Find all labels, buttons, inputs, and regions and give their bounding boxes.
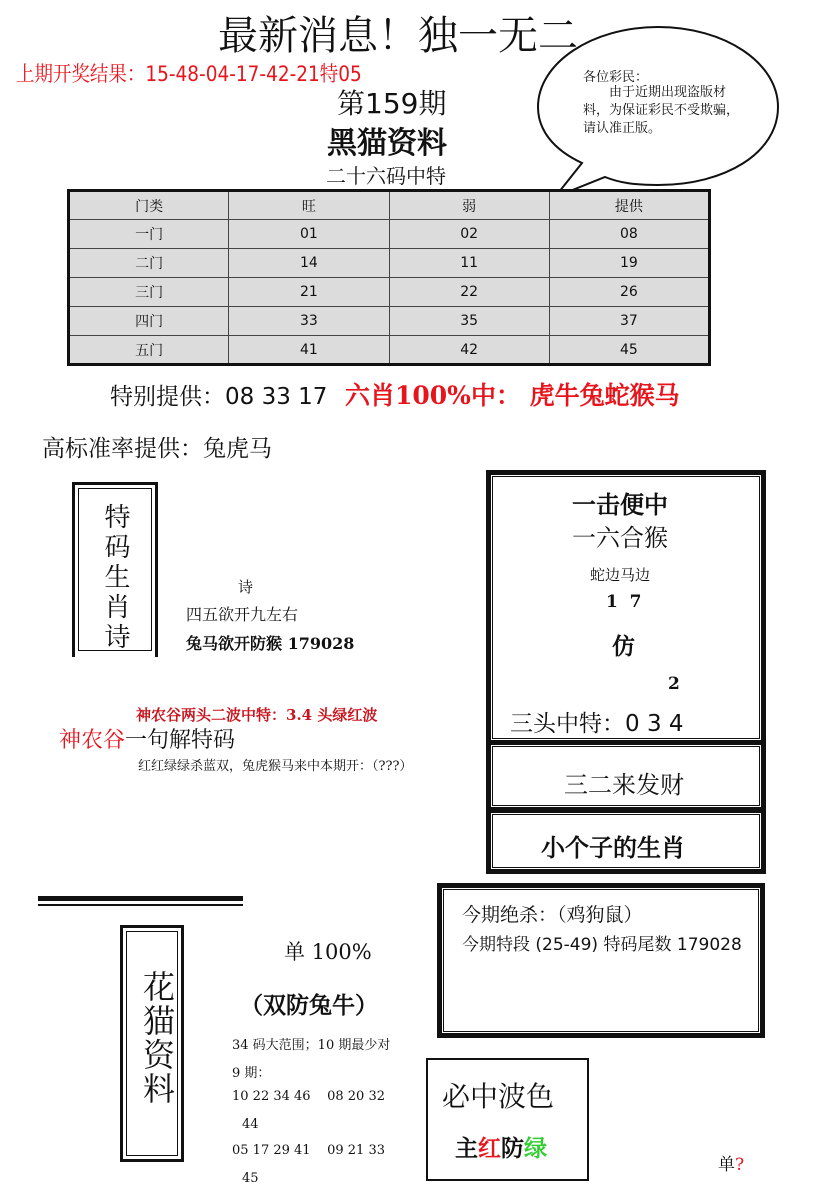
range-l5: 05 17 29 41 09 21 33 bbox=[232, 1143, 385, 1158]
cell: 45 bbox=[549, 336, 709, 365]
divider bbox=[38, 896, 243, 906]
cell: 五门 bbox=[69, 336, 229, 365]
wave-red: 红 bbox=[478, 1135, 501, 1162]
cell: 21 bbox=[229, 278, 389, 307]
th: 旺 bbox=[229, 191, 389, 220]
wave-title: 必中波色 bbox=[442, 1080, 555, 1113]
six-zodiac: 六肖100%中： 虎牛兔蛇猴马 bbox=[345, 381, 680, 410]
table-header bbox=[69, 191, 710, 220]
high-rate: 高标准率提供：兔虎马 bbox=[42, 436, 272, 462]
dan: 单 bbox=[718, 1155, 735, 1175]
table-row bbox=[69, 336, 710, 365]
shennong-title: 一句解特码 bbox=[125, 728, 236, 753]
rb-l7: 三头中特：0 3 4 bbox=[510, 711, 684, 737]
table-row bbox=[69, 220, 710, 249]
shennong-line: 红红绿绿杀蓝双，兔虎猴马来中本期开：（???） bbox=[138, 759, 413, 774]
poem-line-1: 四五欲开九左右 bbox=[186, 605, 299, 624]
shennong-red: 神农谷两头二波中特：3.4 头绿红波 bbox=[136, 706, 378, 724]
rb-l6: 2 bbox=[668, 674, 680, 694]
cell: 一门 bbox=[69, 220, 229, 249]
data-table bbox=[67, 189, 711, 366]
th: 提供 bbox=[549, 191, 709, 220]
table-row bbox=[69, 307, 710, 336]
wave-guard: 防 bbox=[501, 1135, 524, 1162]
th: 门类 bbox=[69, 191, 229, 220]
kill-line-2: 今期特段 (25-49) 特码尾数 179028 bbox=[462, 935, 742, 955]
headline: 最新消息！独一无二 bbox=[218, 13, 578, 59]
range-l3: 10 22 34 46 08 20 32 bbox=[232, 1089, 385, 1104]
rb-l1: 一击便中 bbox=[572, 490, 668, 519]
table-row bbox=[69, 249, 710, 278]
bubble-greeting: 各位彩民： bbox=[583, 70, 649, 85]
range-l6: 45 bbox=[242, 1171, 259, 1186]
rb-l2: 一六合猴 bbox=[572, 524, 668, 552]
sanerlai: 三二来发财 bbox=[564, 771, 684, 799]
wave-advice bbox=[455, 1130, 547, 1163]
wave-green: 绿 bbox=[524, 1135, 547, 1162]
double-guard: （双防兔牛） bbox=[240, 992, 378, 1019]
single-100: 单 100% bbox=[284, 940, 372, 964]
cell: 三门 bbox=[69, 278, 229, 307]
cell: 37 bbox=[549, 307, 709, 336]
poem-line-2: 兔马欲开防猴 179028 bbox=[186, 634, 355, 653]
cell: 26 bbox=[549, 278, 709, 307]
rb-l5: 仿 bbox=[612, 633, 635, 660]
poem-title: 诗 bbox=[238, 578, 254, 596]
bubble-body: 由于近期出现盗版材料，为保证彩民不受欺骗，请认准正版。 bbox=[583, 85, 740, 136]
range-l2: 9 期： bbox=[232, 1066, 271, 1081]
last-result: 上期开奖结果：15-48-04-17-42-21特05 bbox=[16, 62, 362, 86]
cell: 22 bbox=[389, 278, 549, 307]
rb-l3: 蛇边马边 bbox=[590, 566, 651, 584]
range-l1: 34 码大范围；10 期最少对 bbox=[232, 1038, 391, 1053]
cell: 01 bbox=[229, 220, 389, 249]
cell: 42 bbox=[389, 336, 549, 365]
shennong-title-red: 神农谷 bbox=[59, 728, 126, 753]
cell: 四门 bbox=[69, 307, 229, 336]
range-l4: 44 bbox=[242, 1117, 259, 1132]
cell: 二门 bbox=[69, 249, 229, 278]
dan-question: ? bbox=[735, 1155, 745, 1175]
cell: 14 bbox=[229, 249, 389, 278]
small-zodiac: 小个子的生肖 bbox=[541, 833, 685, 862]
special-offer: 特别提供：08 33 17 bbox=[110, 384, 328, 410]
issue-number: 第159期 bbox=[337, 87, 447, 120]
table-row bbox=[69, 278, 710, 307]
cell: 33 bbox=[229, 307, 389, 336]
cell: 02 bbox=[389, 220, 549, 249]
cell: 41 bbox=[229, 336, 389, 365]
huamao-title: 花猫资料 bbox=[138, 970, 176, 1106]
cell: 11 bbox=[389, 249, 549, 278]
poem-box-title: 特码生肖诗 bbox=[100, 503, 130, 653]
cell: 35 bbox=[389, 307, 549, 336]
th: 弱 bbox=[389, 191, 549, 220]
cell: 19 bbox=[549, 249, 709, 278]
poem-box bbox=[72, 482, 158, 657]
kill-line-1: 今期绝杀：（鸡狗鼠） bbox=[462, 904, 643, 926]
cell: 08 bbox=[549, 220, 709, 249]
dan-label bbox=[718, 1150, 744, 1175]
page-title: 黑猫资料 bbox=[327, 126, 447, 161]
wave-main: 主 bbox=[455, 1135, 478, 1162]
subtitle: 二十六码中特 bbox=[326, 164, 446, 188]
rb-l4: 1 7 bbox=[606, 592, 642, 612]
